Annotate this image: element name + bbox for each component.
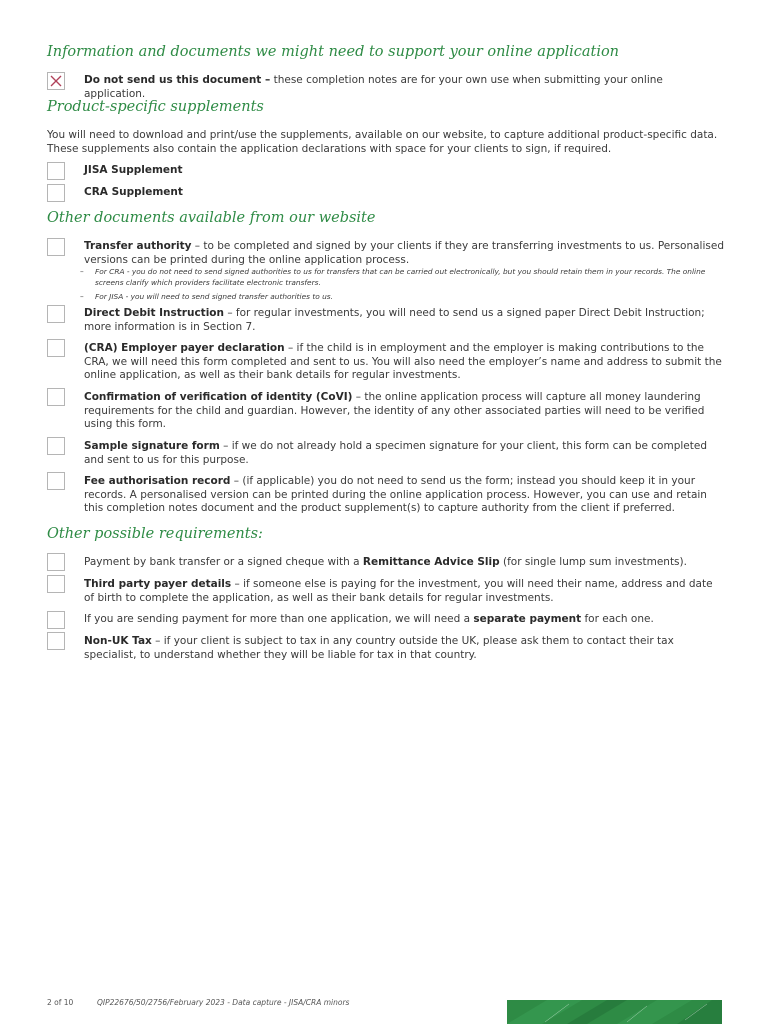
- fee-authorisation-item: [84, 475, 726, 516]
- checkbox-transfer-authority[interactable]: [47, 238, 65, 256]
- fee-authorisation-label: Fee authorisation record: [84, 475, 231, 487]
- remittance-post: (for single lump sum investments).: [499, 556, 687, 568]
- transfer-authority-label: Transfer authority: [84, 240, 192, 252]
- checkbox-covi[interactable]: [47, 388, 65, 406]
- document-reference: QIP22676/50/2756/February 2023 - Data capture - JISA/CRA minors: [97, 998, 350, 1007]
- direct-debit-item: [84, 307, 726, 334]
- transfer-authority-item: [84, 240, 726, 267]
- checkbox-sample-signature[interactable]: [47, 437, 65, 455]
- do-not-send-label: Do not send us this document –: [84, 74, 271, 86]
- subnote-text: For JISA - you will need to send signed transfer authorities to us.: [95, 292, 333, 301]
- employer-payer-item: [84, 342, 726, 383]
- subnote-dash: –: [80, 267, 84, 276]
- checkbox-fee-authorisation[interactable]: [47, 472, 65, 490]
- checkbox-direct-debit[interactable]: [47, 305, 65, 323]
- separate-payment-post: for each one.: [581, 613, 654, 625]
- checkbox-remittance[interactable]: [47, 553, 65, 571]
- brand-pattern-bar: [507, 1000, 722, 1024]
- subnote-dash: –: [80, 292, 84, 301]
- page-number: 2 of 10: [47, 998, 74, 1007]
- checkbox-employer-payer[interactable]: [47, 339, 65, 357]
- sample-signature-item: [84, 440, 726, 467]
- employer-payer-text: – if the child is in employment and the employer is making contributions to the CRA, we will need this form completed and sent to us. You will also need the employer’s name and address to submit the online application, as well as their bank details for regular investments.: [84, 342, 722, 381]
- remittance-pre: Payment by bank transfer or a signed cheque with a: [84, 556, 363, 568]
- non-uk-tax-item: [84, 635, 726, 662]
- subnote-cra-transfers: [80, 266, 725, 288]
- supplements-intro: You will need to download and print/use the supplements, available on our website, to capture additional product-specific data. These supplements also contain the application declarations with space for your clients to sign, if required.: [47, 129, 718, 155]
- checkbox-separate-payment[interactable]: [47, 611, 65, 629]
- jisa-supplement-label: JISA Supplement: [84, 164, 183, 176]
- transfer-authority-text: – to be completed and signed by your clients if they are transferring investments to us. Personalised versions can be printed during the online application process.: [84, 240, 724, 266]
- fee-authorisation-text: – (if applicable) you do not need to send us the form; instead you should keep it in your records. A personalised version can be printed during the online application process. However, you can use and retain this completion notes document and the product supplement(s) to capture authority from the client if preferred.: [84, 475, 707, 514]
- sample-signature-label: Sample signature form: [84, 440, 220, 452]
- checkbox-third-party[interactable]: [47, 575, 65, 593]
- employer-payer-label: (CRA) Employer payer declaration: [84, 342, 285, 354]
- third-party-item: [84, 578, 726, 605]
- covi-label: Confirmation of verification of identity (CoVI): [84, 391, 353, 403]
- cra-supplement-item: [84, 186, 726, 200]
- heading-other-requirements: Other possible requirements:: [47, 526, 263, 542]
- separate-payment-label: separate payment: [473, 613, 582, 625]
- covi-text: – the online application process will capture all money laundering requirements for the child and guardian. However, the identity of any other associated parties will need to be verified using this form.: [84, 391, 705, 430]
- direct-debit-text: – for regular investments, you will need to send us a signed paper Direct Debit Instruction; more information is in Section 7.: [84, 307, 705, 333]
- do-not-send-text: these completion notes are for your own use when submitting your online application.: [84, 74, 663, 100]
- heading-other-documents: Other documents available from our website: [47, 210, 376, 226]
- sample-signature-text: – if we do not already hold a specimen signature for your client, this form can be completed and sent to us for this purpose.: [84, 440, 707, 466]
- cra-supplement-label: CRA Supplement: [84, 186, 183, 198]
- do-not-send-note: [84, 74, 726, 101]
- remittance-label: Remittance Advice Slip: [362, 556, 500, 568]
- heading-information-documents: Information and documents we might need to support your online application: [47, 44, 620, 60]
- checkbox-do-not-send[interactable]: [47, 72, 65, 90]
- third-party-label: Third party payer details: [84, 578, 232, 590]
- checkbox-cra-supplement[interactable]: [47, 184, 65, 202]
- non-uk-tax-label: Non-UK Tax: [84, 635, 152, 647]
- non-uk-tax-post: – if your client is subject to tax in any country outside the UK, please ask them to contact their tax specialist, to understand whether they will be liable for tax in that country.: [84, 635, 674, 661]
- third-party-post: – if someone else is paying for the investment, you will need their name, address and date of birth to complete the application, as well as their bank details for regular investments.: [84, 578, 713, 604]
- remittance-item: [84, 556, 726, 570]
- checkbox-jisa-supplement[interactable]: [47, 162, 65, 180]
- direct-debit-label: Direct Debit Instruction: [84, 307, 224, 319]
- subnote-text: For CRA - you do not need to send signed authorities to us for transfers that can be carried out electronically, but you should retain them in your records. The online screens clarify which providers facilitate electronic transfers.: [95, 267, 706, 287]
- covi-item: [84, 391, 726, 432]
- checkbox-non-uk-tax[interactable]: [47, 632, 65, 650]
- heading-product-supplements: Product-specific supplements: [47, 99, 264, 115]
- separate-payment-item: [84, 613, 726, 627]
- jisa-supplement-item: [84, 164, 726, 178]
- cross-icon: [50, 75, 62, 87]
- separate-payment-pre: If you are sending payment for more than one application, we will need a: [84, 613, 474, 625]
- subnote-jisa-transfers: [80, 291, 725, 302]
